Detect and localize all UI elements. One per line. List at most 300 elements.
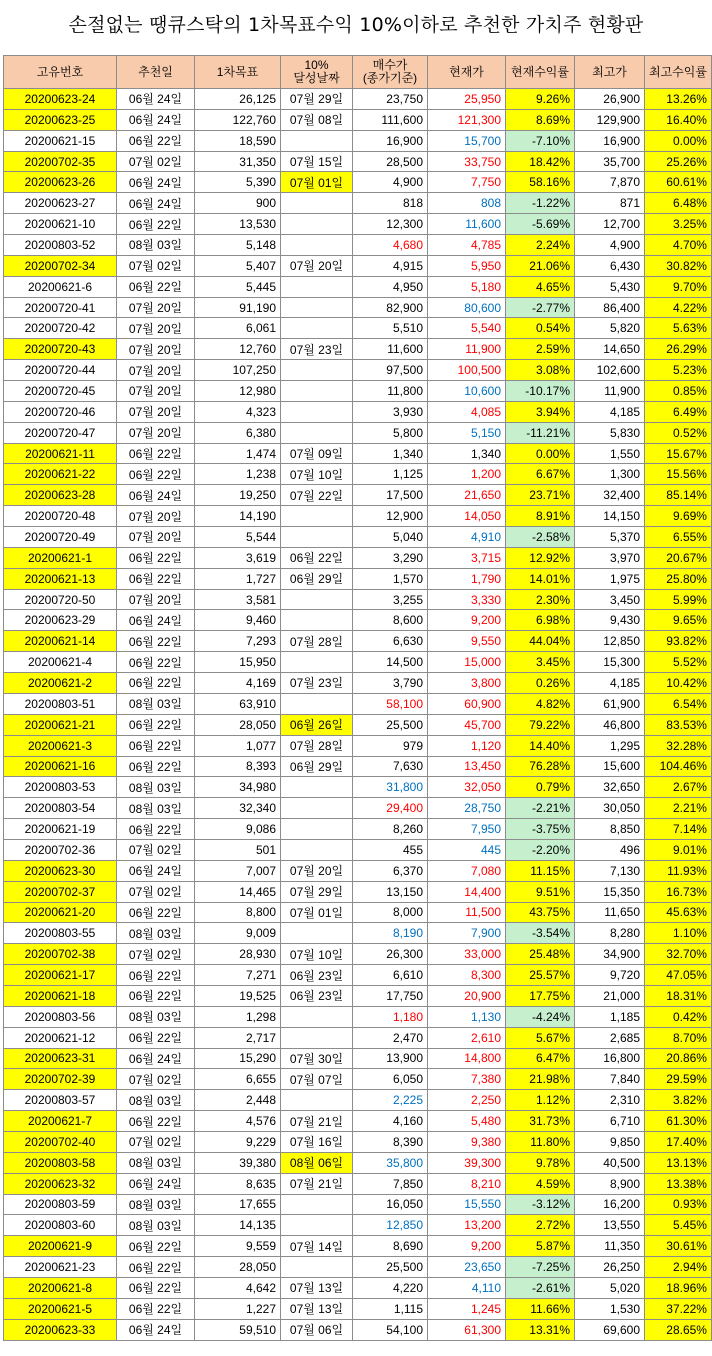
cell-achieved: 07월 15일 [281,151,353,172]
cell-buy: 8,600 [353,610,428,631]
cell-target: 34,980 [195,777,281,798]
cell-buy: 7,630 [353,756,428,777]
cell-current: 1,245 [428,1298,506,1319]
cell-id: 20200623-28 [4,485,117,506]
cell-buy: 13,150 [353,881,428,902]
cell-current: 33,000 [428,944,506,965]
cell-id: 20200623-30 [4,860,117,881]
cell-achieved [281,1194,353,1215]
cell-high-return: 32.28% [645,735,712,756]
cell-current: 5,180 [428,276,506,297]
cell-high-return: 5.99% [645,589,712,610]
cell-current-return: 79.22% [506,714,575,735]
cell-target: 26,125 [195,89,281,110]
cell-high-return: 29.59% [645,1069,712,1090]
cell-date: 06월 22일 [117,756,195,777]
cell-achieved: 06월 23일 [281,965,353,986]
cell-date: 07월 20일 [117,297,195,318]
cell-current: 13,200 [428,1215,506,1236]
cell-achieved [281,1215,353,1236]
cell-current-return: -1.22% [506,193,575,214]
cell-high-return: 6.54% [645,693,712,714]
cell-current-return: 0.00% [506,443,575,464]
cell-target: 7,271 [195,965,281,986]
cell-current-return: 14.01% [506,568,575,589]
table-row [4,756,712,777]
cell-target: 8,800 [195,902,281,923]
cell-achieved: 07월 22일 [281,485,353,506]
table-row [4,693,712,714]
cell-achieved: 07월 10일 [281,464,353,485]
header-id: 고유번호 [4,56,117,89]
cell-current: 9,200 [428,1236,506,1257]
cell-buy: 3,290 [353,547,428,568]
cell-high: 21,000 [575,985,645,1006]
cell-achieved [281,1090,353,1111]
cell-id: 20200702-38 [4,944,117,965]
cell-achieved: 06월 23일 [281,985,353,1006]
cell-current-return: 17.75% [506,985,575,1006]
cell-high: 14,650 [575,339,645,360]
cell-buy: 26,300 [353,944,428,965]
cell-current: 445 [428,839,506,860]
header-current-return: 현재수익률 [506,56,575,89]
table-row [4,735,712,756]
cell-achieved [281,527,353,548]
cell-target: 9,009 [195,923,281,944]
cell-current-return: 12.92% [506,547,575,568]
cell-high-return: 104.46% [645,756,712,777]
cell-current-return: 23.71% [506,485,575,506]
cell-date: 07월 20일 [117,339,195,360]
cell-high: 1,530 [575,1298,645,1319]
cell-date: 06월 22일 [117,819,195,840]
cell-buy: 1,125 [353,464,428,485]
cell-high: 2,310 [575,1090,645,1111]
table-row [4,673,712,694]
cell-buy: 4,680 [353,235,428,256]
cell-current-return: 3.94% [506,401,575,422]
cell-target: 5,544 [195,527,281,548]
table-row [4,1006,712,1027]
cell-current: 3,330 [428,589,506,610]
cell-id: 20200621-3 [4,735,117,756]
cell-high-return: 20.67% [645,547,712,568]
cell-current: 9,550 [428,631,506,652]
cell-high: 9,720 [575,965,645,986]
cell-high: 11,350 [575,1236,645,1257]
cell-id: 20200621-23 [4,1257,117,1278]
cell-current: 121,300 [428,109,506,130]
cell-high: 86,400 [575,297,645,318]
cell-current: 61,300 [428,1319,506,1340]
cell-date: 07월 02일 [117,944,195,965]
cell-high-return: 9.65% [645,610,712,631]
cell-high: 16,800 [575,1048,645,1069]
cell-buy: 13,900 [353,1048,428,1069]
cell-high: 26,900 [575,89,645,110]
cell-id: 20200702-35 [4,151,117,172]
cell-buy: 6,610 [353,965,428,986]
cell-target: 4,323 [195,401,281,422]
cell-id: 20200702-37 [4,881,117,902]
cell-high: 6,430 [575,255,645,276]
cell-current: 1,130 [428,1006,506,1027]
table-row [4,109,712,130]
cell-target: 8,393 [195,756,281,777]
cell-current-return: 13.31% [506,1319,575,1340]
cell-id: 20200803-52 [4,235,117,256]
cell-achieved: 07월 10일 [281,944,353,965]
header-row [4,56,712,89]
cell-id: 20200803-56 [4,1006,117,1027]
cell-achieved: 07월 20일 [281,860,353,881]
cell-achieved [281,193,353,214]
cell-current: 4,110 [428,1277,506,1298]
cell-target: 1,077 [195,735,281,756]
cell-achieved [281,276,353,297]
cell-high-return: 5.45% [645,1215,712,1236]
cell-date: 06월 22일 [117,276,195,297]
cell-target: 13,530 [195,214,281,235]
cell-target: 2,448 [195,1090,281,1111]
cell-date: 07월 20일 [117,360,195,381]
cell-achieved: 07월 07일 [281,1069,353,1090]
cell-buy: 6,370 [353,860,428,881]
cell-achieved: 07월 21일 [281,1173,353,1194]
header-date: 추천일 [117,56,195,89]
table-row [4,547,712,568]
cell-current: 7,380 [428,1069,506,1090]
cell-id: 20200803-58 [4,1152,117,1173]
cell-target: 5,407 [195,255,281,276]
cell-current-return: 9.78% [506,1152,575,1173]
cell-current-return: -7.10% [506,130,575,151]
cell-current-return: 6.47% [506,1048,575,1069]
cell-target: 122,760 [195,109,281,130]
cell-target: 4,576 [195,1111,281,1132]
cell-date: 08월 03일 [117,1194,195,1215]
cell-id: 20200621-14 [4,631,117,652]
cell-current: 7,900 [428,923,506,944]
table-row [4,1048,712,1069]
cell-current: 39,300 [428,1152,506,1173]
cell-high-return: 16.40% [645,109,712,130]
cell-target: 14,135 [195,1215,281,1236]
cell-date: 08월 03일 [117,1090,195,1111]
cell-high-return: 28.65% [645,1319,712,1340]
table-row [4,860,712,881]
table-row [4,944,712,965]
cell-achieved: 07월 06일 [281,1319,353,1340]
cell-high: 496 [575,839,645,860]
table-row [4,1111,712,1132]
cell-high-return: 16.73% [645,881,712,902]
cell-achieved [281,589,353,610]
cell-date: 08월 03일 [117,1215,195,1236]
cell-buy: 12,300 [353,214,428,235]
cell-target: 9,559 [195,1236,281,1257]
cell-buy: 58,100 [353,693,428,714]
cell-high: 32,650 [575,777,645,798]
cell-high: 12,700 [575,214,645,235]
cell-date: 06월 22일 [117,547,195,568]
cell-achieved [281,1027,353,1048]
cell-current: 21,650 [428,485,506,506]
cell-buy: 54,100 [353,1319,428,1340]
cell-target: 15,290 [195,1048,281,1069]
table-row [4,130,712,151]
cell-buy: 16,900 [353,130,428,151]
cell-high: 7,130 [575,860,645,881]
cell-buy: 12,900 [353,506,428,527]
cell-high: 102,600 [575,360,645,381]
table-row [4,464,712,485]
table-row [4,1298,712,1319]
cell-high-return: 0.52% [645,422,712,443]
cell-date: 06월 24일 [117,193,195,214]
cell-high: 46,800 [575,714,645,735]
cell-date: 06월 22일 [117,464,195,485]
table-row [4,1152,712,1173]
cell-target: 9,229 [195,1131,281,1152]
table-row [4,255,712,276]
cell-date: 06월 24일 [117,172,195,193]
table-row [4,568,712,589]
cell-current: 7,080 [428,860,506,881]
cell-current-return: -2.21% [506,798,575,819]
cell-buy: 8,690 [353,1236,428,1257]
cell-achieved: 07월 28일 [281,735,353,756]
cell-buy: 4,220 [353,1277,428,1298]
cell-achieved: 07월 16일 [281,1131,353,1152]
cell-target: 63,910 [195,693,281,714]
cell-buy: 82,900 [353,297,428,318]
cell-high-return: 18.96% [645,1277,712,1298]
cell-id: 20200621-16 [4,756,117,777]
cell-high: 14,150 [575,506,645,527]
table-row [4,422,712,443]
cell-current-return: 44.04% [506,631,575,652]
cell-high-return: 0.85% [645,381,712,402]
cell-high-return: 20.86% [645,1048,712,1069]
table-row [4,297,712,318]
cell-current: 5,950 [428,255,506,276]
cell-achieved [281,798,353,819]
cell-current-return: 6.98% [506,610,575,631]
cell-current-return: 8.69% [506,109,575,130]
cell-date: 07월 02일 [117,151,195,172]
cell-current: 33,750 [428,151,506,172]
cell-high-return: 85.14% [645,485,712,506]
cell-id: 20200623-31 [4,1048,117,1069]
cell-current: 60,900 [428,693,506,714]
cell-current: 28,750 [428,798,506,819]
cell-date: 06월 22일 [117,735,195,756]
cell-target: 14,190 [195,506,281,527]
cell-achieved [281,693,353,714]
cell-id: 20200803-59 [4,1194,117,1215]
cell-high: 8,280 [575,923,645,944]
cell-current: 1,200 [428,464,506,485]
cell-current: 2,610 [428,1027,506,1048]
cell-date: 07월 20일 [117,589,195,610]
cell-target: 59,510 [195,1319,281,1340]
cell-date: 06월 24일 [117,1173,195,1194]
cell-buy: 16,050 [353,1194,428,1215]
table-row [4,1090,712,1111]
cell-id: 20200621-13 [4,568,117,589]
cell-high-return: 7.14% [645,819,712,840]
cell-buy: 1,570 [353,568,428,589]
table-row [4,839,712,860]
cell-id: 20200621-19 [4,819,117,840]
cell-high: 5,020 [575,1277,645,1298]
cell-target: 28,050 [195,1257,281,1278]
cell-target: 3,581 [195,589,281,610]
cell-high-return: 30.82% [645,255,712,276]
cell-current: 1,340 [428,443,506,464]
cell-date: 06월 22일 [117,214,195,235]
cell-id: 20200720-42 [4,318,117,339]
table-row [4,1069,712,1090]
cell-current: 80,600 [428,297,506,318]
cell-high: 4,900 [575,235,645,256]
cell-achieved [281,360,353,381]
cell-buy: 8,000 [353,902,428,923]
cell-buy: 3,930 [353,401,428,422]
cell-id: 20200621-5 [4,1298,117,1319]
cell-current-return: -3.54% [506,923,575,944]
cell-date: 07월 02일 [117,839,195,860]
cell-buy: 35,800 [353,1152,428,1173]
cell-high: 9,430 [575,610,645,631]
table-row [4,172,712,193]
cell-current-return: 4.59% [506,1173,575,1194]
table-row [4,631,712,652]
cell-high-return: 32.70% [645,944,712,965]
cell-high: 69,600 [575,1319,645,1340]
cell-current: 45,700 [428,714,506,735]
cell-achieved [281,610,353,631]
cell-id: 20200720-48 [4,506,117,527]
cell-current-return: -4.24% [506,1006,575,1027]
cell-id: 20200621-2 [4,673,117,694]
cell-current: 7,750 [428,172,506,193]
cell-id: 20200621-6 [4,276,117,297]
cell-high-return: 4.70% [645,235,712,256]
cell-achieved [281,381,353,402]
cell-target: 4,642 [195,1277,281,1298]
cell-achieved: 07월 01일 [281,902,353,923]
cell-target: 3,619 [195,547,281,568]
cell-current-return: 11.80% [506,1131,575,1152]
cell-high: 3,450 [575,589,645,610]
cell-achieved: 06월 29일 [281,568,353,589]
cell-current-return: 2.30% [506,589,575,610]
cell-buy: 1,115 [353,1298,428,1319]
cell-buy: 4,900 [353,172,428,193]
cell-id: 20200720-41 [4,297,117,318]
cell-current-return: 11.15% [506,860,575,881]
cell-current: 3,800 [428,673,506,694]
cell-current-return: 9.26% [506,89,575,110]
cell-high: 4,185 [575,401,645,422]
table-row [4,985,712,1006]
header-high: 최고가 [575,56,645,89]
cell-current: 4,785 [428,235,506,256]
cell-current-return: -3.12% [506,1194,575,1215]
cell-date: 06월 22일 [117,1236,195,1257]
cell-buy: 28,500 [353,151,428,172]
cell-id: 20200621-8 [4,1277,117,1298]
cell-target: 6,380 [195,422,281,443]
cell-current-return: -5.69% [506,214,575,235]
cell-target: 1,238 [195,464,281,485]
header-high-return: 최고수익률 [645,56,712,89]
cell-current-return: 0.26% [506,673,575,694]
cell-buy: 29,400 [353,798,428,819]
cell-high-return: 1.10% [645,923,712,944]
cell-current-return: -2.20% [506,839,575,860]
cell-target: 91,190 [195,297,281,318]
cell-buy: 14,500 [353,652,428,673]
cell-high-return: 60.61% [645,172,712,193]
cell-high: 34,900 [575,944,645,965]
cell-high-return: 13.38% [645,1173,712,1194]
cell-high-return: 6.48% [645,193,712,214]
table-row [4,193,712,214]
table-row [4,485,712,506]
cell-achieved [281,130,353,151]
table-row [4,381,712,402]
cell-achieved [281,777,353,798]
cell-date: 06월 22일 [117,1111,195,1132]
table-row [4,902,712,923]
cell-current: 14,800 [428,1048,506,1069]
cell-buy: 25,500 [353,714,428,735]
cell-target: 28,930 [195,944,281,965]
cell-current-return: -2.58% [506,527,575,548]
cell-buy: 4,160 [353,1111,428,1132]
table-row [4,1319,712,1340]
cell-achieved [281,318,353,339]
cell-date: 07월 20일 [117,401,195,422]
cell-date: 06월 24일 [117,89,195,110]
cell-current: 808 [428,193,506,214]
cell-buy: 97,500 [353,360,428,381]
header-target: 1차목표 [195,56,281,89]
cell-current: 14,400 [428,881,506,902]
cell-date: 07월 20일 [117,318,195,339]
cell-buy: 17,500 [353,485,428,506]
cell-date: 06월 24일 [117,860,195,881]
cell-date: 06월 24일 [117,1319,195,1340]
cell-date: 06월 24일 [117,485,195,506]
cell-high: 13,550 [575,1215,645,1236]
cell-high: 2,685 [575,1027,645,1048]
cell-id: 20200803-57 [4,1090,117,1111]
table-row [4,1173,712,1194]
cell-current-return: -3.75% [506,819,575,840]
cell-target: 7,293 [195,631,281,652]
cell-high-return: 0.93% [645,1194,712,1215]
cell-high: 32,400 [575,485,645,506]
cell-target: 18,590 [195,130,281,151]
cell-achieved: 07월 01일 [281,172,353,193]
table-row [4,89,712,110]
cell-target: 15,950 [195,652,281,673]
